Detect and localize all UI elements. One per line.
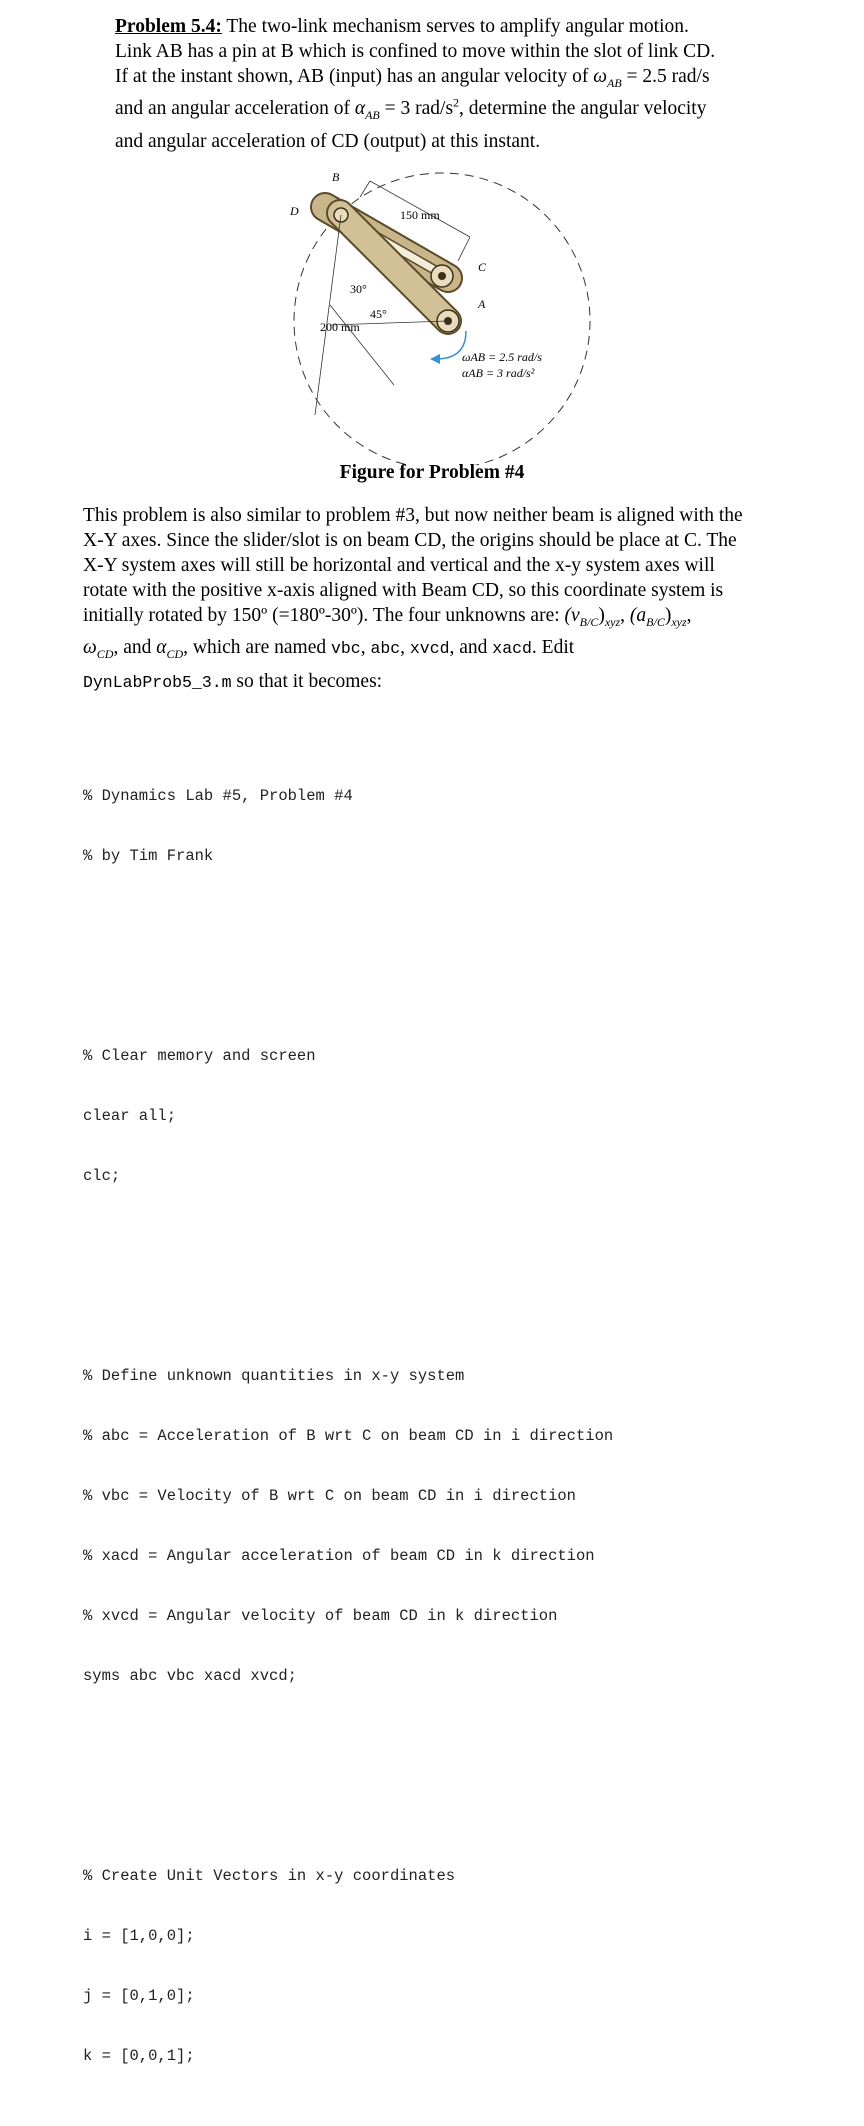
- code-line: clear all;: [83, 1107, 177, 1125]
- code-line: % abc = Acceleration of B wrt C on beam CD in i direction: [83, 1427, 614, 1445]
- code-line: % Clear memory and screen: [83, 1047, 316, 1065]
- omega-ab-symbol: ω: [593, 66, 607, 87]
- var-xacd: xacd: [492, 639, 532, 658]
- problem-statement: [115, 14, 795, 154]
- body-line-6: $\omega_{CD}$, and $\alpha_{CD}$, which are named vbc, abc, xvcd, and xacd. Edit: [83, 637, 575, 661]
- angle-30-label: 30°: [350, 282, 367, 296]
- code-line: % vbc = Velocity of B wrt C on beam CD in i direction: [83, 1487, 576, 1505]
- code-line: clc;: [83, 1167, 121, 1185]
- label-b: B: [332, 170, 340, 184]
- body-line-1: This problem is also similar to problem #3, but now neither beam is aligned with the: [83, 505, 743, 526]
- dim-200-label: 200 mm: [320, 320, 360, 334]
- var-xvcd: xvcd: [409, 639, 450, 658]
- problem-line-3: If at the instant shown, AB (input) has an angular velocity of $\omega_{AB} = 2.5$ rad/s: [115, 66, 710, 90]
- code-line: syms abc vbc xacd xvcd;: [83, 1667, 297, 1685]
- omega-ab-fig-label: ωAB = 2.5 rad/s: [462, 350, 542, 364]
- code-line: % xvcd = Angular velocity of beam CD in k direction: [83, 1607, 558, 1625]
- vertical-ref-line: [315, 215, 341, 415]
- code-block-unknowns: [83, 1326, 613, 1726]
- mechanism-figure: [270, 165, 610, 465]
- var-abc: abc: [370, 639, 401, 658]
- code-block-unit-vectors: [83, 1826, 613, 2106]
- problem-heading: Problem 5.4:: [115, 16, 222, 37]
- body-line-5: initially rotated by 150º (=180º-30º). The four unknowns are: $(v_{B/C})_{xyz}$, $(a_{B/C})_{xyz}$,: [83, 605, 692, 629]
- code-line: k = [0,0,1];: [83, 2047, 195, 2065]
- alpha-ab-fig-label: αAB = 3 rad/s²: [462, 366, 535, 380]
- problem-line-4: and an angular acceleration of $\alpha_{AB} = 3$ rad/$s^2$, determine the angular velocity: [115, 95, 707, 122]
- label-a: A: [478, 297, 486, 311]
- dim-150-label: 150 mm: [400, 208, 440, 222]
- file-name: DynLabProb5_3.m: [83, 673, 232, 692]
- problem-line-5: and angular acceleration of CD (output) at this instant.: [115, 131, 541, 152]
- angle-45-label: 45°: [370, 307, 387, 321]
- code-block-clear: [83, 1006, 613, 1226]
- code-line: % Dynamics Lab #5, Problem #4: [83, 787, 353, 805]
- label-c: C: [478, 260, 487, 274]
- body-line-4: rotate with the positive x-axis aligned with Beam CD, so this coordinate system is: [83, 580, 724, 601]
- problem-line-1: Problem 5.4: The two-link mechanism serves to amplify angular motion.: [115, 16, 689, 37]
- body-line-3: X-Y system axes will still be horizontal and vertical and the x-y system axes will: [83, 555, 715, 576]
- code-block-header: [83, 746, 613, 906]
- code-line: % Create Unit Vectors in x-y coordinates: [83, 1867, 456, 1885]
- code-line: % by Tim Frank: [83, 847, 214, 865]
- problem-line-2: Link AB has a pin at B which is confined to move within the slot of link CD.: [115, 41, 716, 62]
- alpha-ab-symbol: α: [354, 98, 366, 119]
- body-line-7: DynLabProb5_3.m so that it becomes:: [83, 671, 383, 692]
- code-line: % Define unknown quantities in x-y system: [83, 1367, 465, 1385]
- body-paragraph: [83, 503, 823, 695]
- label-d: D: [290, 204, 299, 218]
- code-line: i = [1,0,0];: [83, 1927, 195, 1945]
- body-line-2: X-Y axes. Since the slider/slot is on beam CD, the origins should be place at C. The: [83, 530, 737, 551]
- figure-caption: Figure for Problem #4: [339, 462, 525, 483]
- code-listing: [83, 706, 613, 2126]
- code-line: % xacd = Angular acceleration of beam CD in k direction: [83, 1547, 595, 1565]
- code-line: j = [0,1,0];: [83, 1987, 195, 2005]
- var-vbc: vbc: [330, 639, 361, 658]
